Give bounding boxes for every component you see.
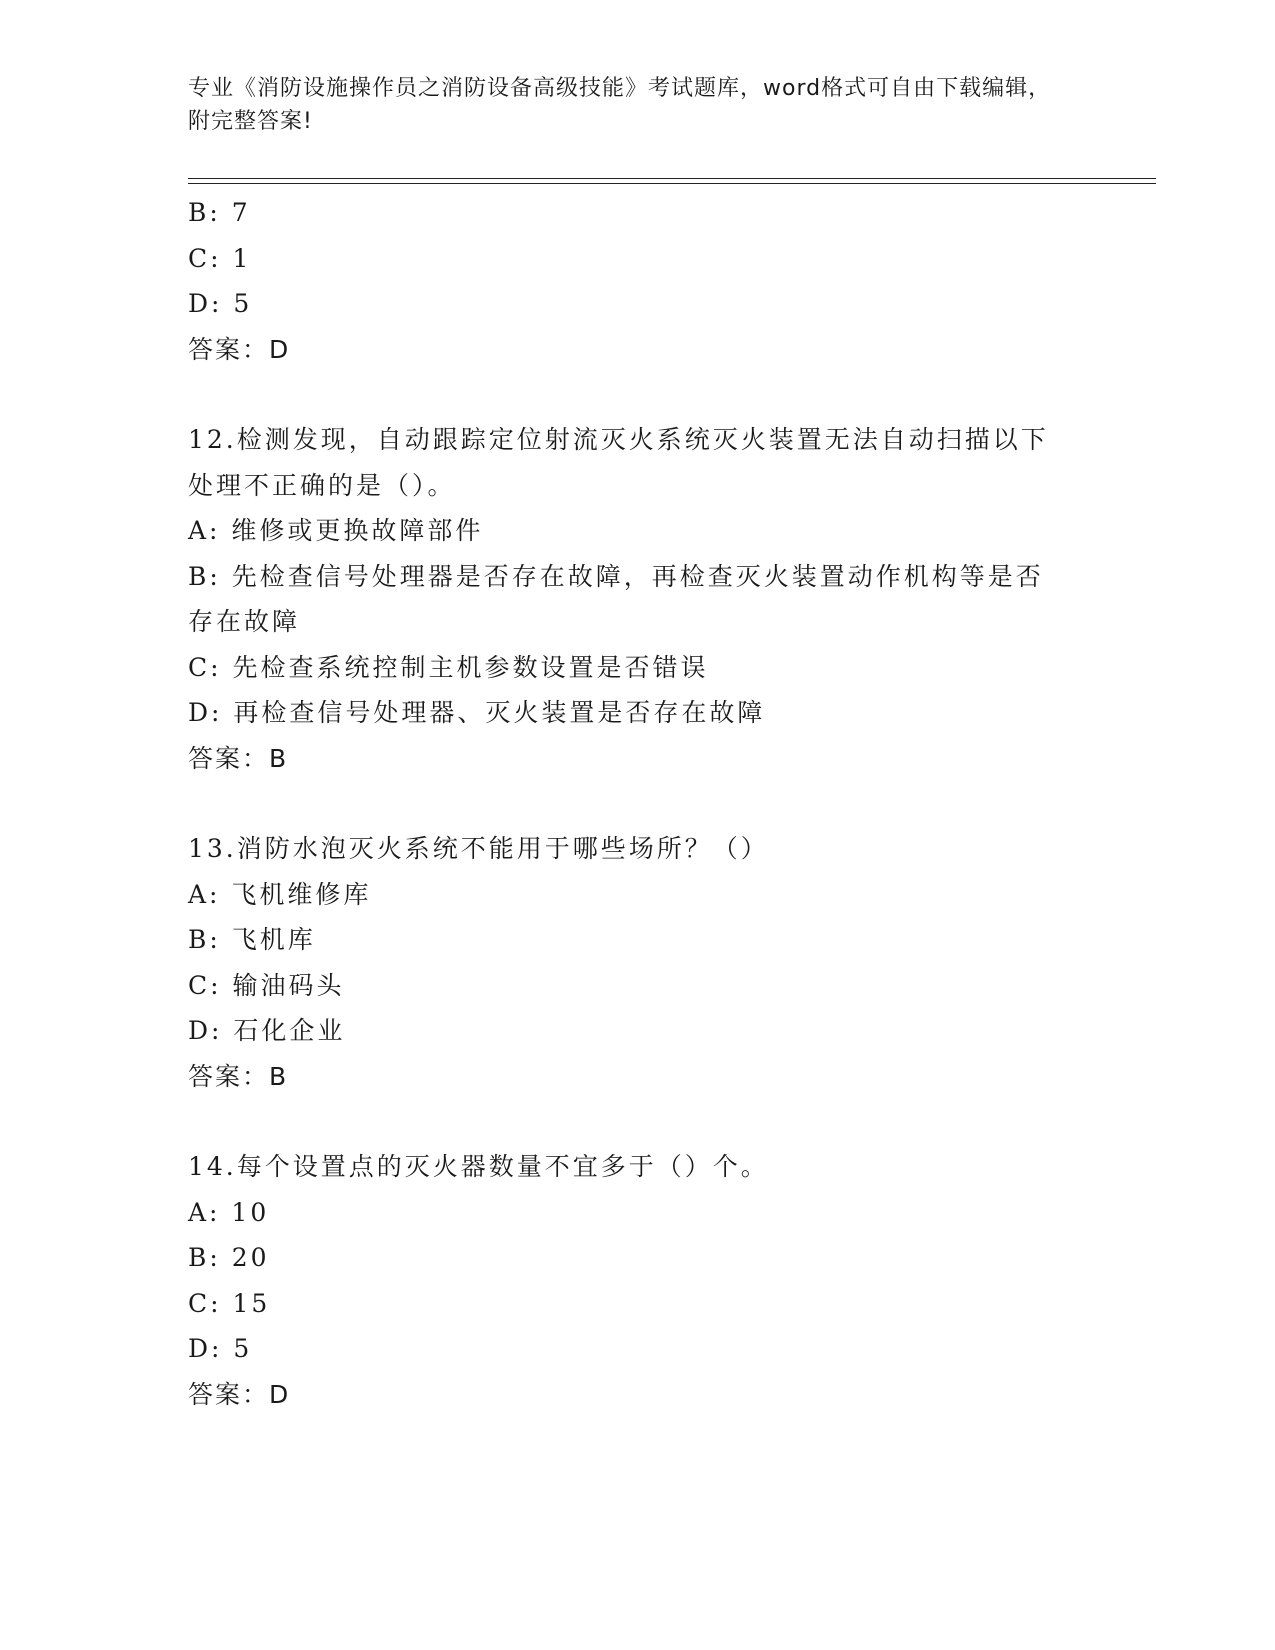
option-b: B: 7 [188, 198, 251, 227]
answer-line: 答案：B [188, 743, 289, 773]
option-a: A: 维修或更换故障部件 [188, 516, 484, 545]
question-13 [188, 826, 1088, 1099]
option-d: D: 5 [188, 289, 253, 318]
answer-line: 答案：B [188, 1061, 289, 1091]
option-a: A: 飞机维修库 [188, 879, 372, 909]
question-stem: 12.检测发现，自动跟踪定位射流灭火系统灭火装置无法自动扫描以下处理不正确的是（）。 [188, 425, 1049, 500]
document-header: 专业《消防设施操作员之消防设备高级技能》考试题库，word格式可自由下载编辑，附完整答案! [188, 76, 1052, 134]
option-a: A: 10 [188, 1197, 270, 1227]
answer-line: 答案：D [188, 334, 291, 364]
question-stem: 14.每个设置点的灭火器数量不宜多于（）个。 [188, 1152, 769, 1181]
question-14 [188, 1144, 1088, 1417]
option-c: C: 输油码头 [188, 970, 345, 1000]
option-c: C: 先检查系统控制主机参数设置是否错误 [188, 652, 709, 682]
question-stem: 13.消防水泡灭火系统不能用于哪些场所？（） [188, 834, 769, 863]
option-b: B: 飞机库 [188, 925, 316, 954]
option-b: B: 先检查信号处理器是否存在故障，再检查灭火装置动作机构等是否存在故障 [188, 561, 1044, 636]
question-list [188, 190, 1088, 1417]
option-d: D: 石化企业 [188, 1016, 346, 1045]
header-divider-bottom [188, 183, 1156, 184]
option-c: C: 1 [188, 243, 252, 273]
question-11-continued [188, 190, 1088, 372]
option-b: B: 20 [188, 1243, 270, 1272]
option-d: D: 再检查信号处理器、灭火装置是否存在故障 [188, 698, 766, 727]
answer-line: 答案：D [188, 1379, 291, 1409]
option-c: C: 15 [188, 1288, 271, 1318]
header-divider-top [188, 178, 1156, 179]
question-12 [188, 417, 1088, 781]
option-d: D: 5 [188, 1334, 253, 1363]
